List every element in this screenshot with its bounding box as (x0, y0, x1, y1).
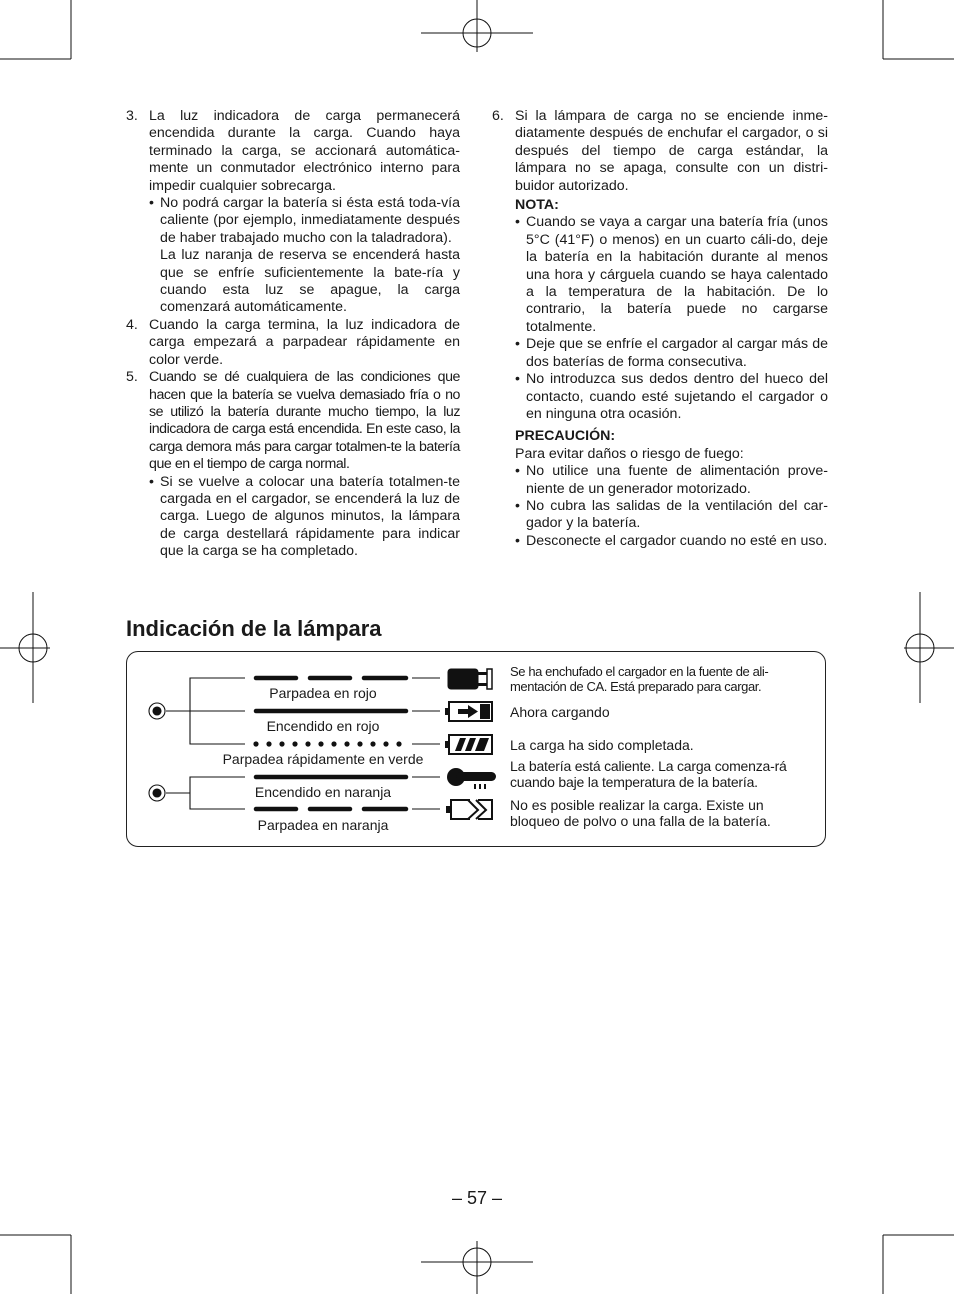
lamp-label-on-orange: Encendido en naranja (254, 784, 392, 800)
lamp-label-fast-blink-green: Parpadea rápidamente en verde (222, 751, 424, 767)
battery-full-icon (445, 735, 492, 754)
list-item-5: 5. Cuando se dé cualquiera de las condiciones que hacen que la batería se vuelva demasiado fría o no se utilizó la batería durante mucho tiempo, la luz indicadora de carga está encendida. En este caso, la carga demora más para cargar totalmen-te la batería que en el tiempo de carga normal. • Si se vuelve a colocar una batería totalmen-te cargada en el cargador, se encenderá la luz de carga. Luego de algunos minutos, la lámpara de carga destellará rápidamente para indicar que la carga se ha completado. (126, 369, 460, 560)
lamp-desc-fault: No es posible realizar la carga. Existe un bloqueo de polvo o una falla de la batería. (510, 797, 771, 829)
nota-section: NOTA: • Cuando se vaya a cargar una batería fría (unos 5°C (41°F) o menos) en un cuarto cáli-do, deje la batería en la habitación durante al menos una hora y cárguela cuando se haya calentado a la temperatura de la habitación. De lo contrario, la batería puede no cargarse totalmente. • Deje que se enfríe el cargador al cargar más de dos baterías de forma consecutiva. • No introduzca sus dedos dentro del hueco del contacto, cuando esté sujetando el cargador o en ninguna otra ocasión. PRECAUCIÓN: Para evitar daños o riesgo de fuego: • No utilice una fuente de alimentación prove-niente de un generador motorizado. • No cubra las salidas de la ventilación del car-gador y la batería. • Desconecte el cargador cuando no esté en uso. (492, 197, 828, 550)
section-title: Indicación de la lámpara (126, 616, 382, 641)
lamp-label-on-red: Encendido en rojo (266, 718, 380, 734)
battery-fault-icon (446, 800, 492, 819)
plug-icon (448, 669, 492, 689)
lamp-desc-charging: Ahora cargando (510, 704, 610, 720)
list-item-3: 3. La luz indicadora de carga permanecerá encendida durante la carga. Cuando haya terminado la carga, se accionará automática-mente un conmutador electrónico interno para impedir cualquier sobrecarga. • No podrá cargar la batería si ésta está toda-vía caliente (por ejemplo, inmediatamente después de haber trabajado mucho con la taladradora). La luz naranja de reserva se encenderá hasta que se enfríe suficientemente la bate-ría y cuando esta luz se apague, la carga comenzará automáticamente. (126, 108, 460, 317)
page-number: – 57 – (451, 1188, 503, 1208)
lamp-label-blink-orange: Parpadea en naranja (257, 817, 389, 833)
battery-charging-icon (445, 702, 492, 721)
list-item-4: 4. Cuando la carga termina, la luz indicadora de carga empezará a parpadear rápidamente en color verde. (126, 316, 460, 368)
lamp-label-blink-red: Parpadea en rojo (269, 685, 377, 701)
list-item-6: 6. Si la lámpara de carga no se enciende inme-diatamente después de enchufar el cargador, o si después del tiempo de carga estándar, la lámpara no se apaga, consulte con un distri-buidor autorizado. (492, 108, 828, 194)
lamp-desc-hot: La batería está caliente. La carga comenza-rá cuando baje la temperatura de la batería. (510, 758, 787, 790)
lamp-desc-complete: La carga ha sido completada. (510, 737, 694, 753)
lamp-desc-plugged: Se ha enchufado el cargador en la fuente de ali-mentación de CA. Está preparado para cargar. (510, 664, 769, 694)
thermometer-icon (447, 768, 496, 789)
